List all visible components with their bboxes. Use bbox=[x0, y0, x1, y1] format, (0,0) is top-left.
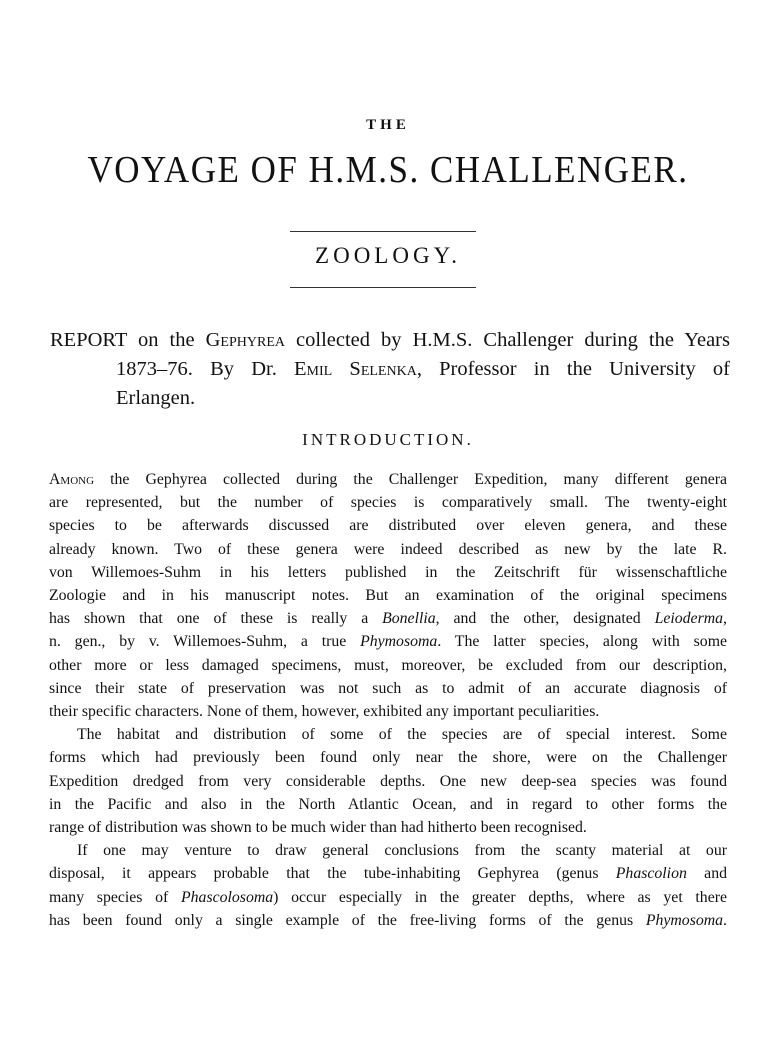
body-text: the Gephyrea collected during the Challenger Expedition, many different genera bbox=[94, 471, 727, 488]
report-text: , Professor in the University of bbox=[416, 358, 730, 380]
body-text: has been found only a single example of the free-living forms of the genus bbox=[49, 911, 646, 929]
genus-name: Phascolosoma bbox=[181, 888, 274, 906]
genus-name: Phymosoma bbox=[360, 633, 438, 651]
opening-word: Among bbox=[49, 471, 95, 488]
body-line bbox=[49, 909, 727, 932]
body-line: von Willemoes-Suhm in his letters published in the Zeitschrift für wissenschaftliche bbox=[49, 563, 727, 581]
body-text: ) occur especially in the greater depths, where as yet there bbox=[273, 888, 727, 906]
introduction-body bbox=[49, 468, 727, 932]
report-group-name: Gephyrea bbox=[205, 329, 285, 351]
body-line: Expedition dredged from very considerable depths. One new deep-sea species was found bbox=[49, 772, 727, 790]
genus-name: Bonellia bbox=[382, 610, 436, 628]
body-line: forms which had previously been found only near the shore, were on the Challenger bbox=[49, 749, 727, 767]
body-line bbox=[49, 886, 727, 909]
title-article: THE bbox=[366, 117, 410, 133]
body-line: If one may venture to draw general conclusions from the scanty material at our bbox=[77, 842, 727, 860]
body-text: n. gen., by v. Willemoes-Suhm, a true bbox=[49, 633, 361, 651]
body-text: many species of bbox=[49, 888, 181, 906]
page-title: VOYAGE OF H.M.S. CHALLENGER. bbox=[87, 148, 689, 191]
report-text: collected by H.M.S. Challenger during the Years bbox=[285, 329, 730, 351]
body-text: and bbox=[686, 865, 727, 883]
body-line: in the Pacific and also in the North Atlantic Ocean, and in regard to other forms the bbox=[49, 795, 727, 813]
body-line bbox=[49, 862, 727, 885]
body-text: has shown that one of these is really a bbox=[49, 610, 383, 628]
report-text: 1873–76. By Dr. bbox=[116, 358, 295, 380]
body-text: disposal, it appears probable that the tube-inhabiting Gephyrea (genus bbox=[49, 865, 616, 883]
body-line: species to be afterwards discussed are distributed over eleven genera, and these bbox=[49, 517, 727, 535]
body-line: other more or less damaged specimens, must, moreover, be excluded from our description, bbox=[49, 656, 727, 674]
body-text: . The latter species, along with some bbox=[437, 633, 727, 651]
body-line bbox=[49, 630, 727, 653]
introduction-heading: INTRODUCTION. bbox=[302, 430, 474, 449]
body-text: , bbox=[723, 610, 727, 628]
genus-name: Leioderma bbox=[654, 610, 724, 628]
report-line-2 bbox=[50, 355, 730, 384]
report-title-block bbox=[50, 326, 730, 413]
section-heading: ZOOLOGY. bbox=[315, 243, 461, 268]
body-line bbox=[49, 468, 727, 491]
body-line: already known. Two of these genera were indeed described as new by the late R. bbox=[49, 540, 727, 558]
top-rule-divider bbox=[290, 231, 476, 232]
genus-name: Phymosoma bbox=[645, 911, 724, 929]
report-line-3: Erlangen. bbox=[116, 387, 196, 409]
body-line bbox=[49, 607, 727, 630]
body-line: are represented, but the number of species is comparatively small. The twenty-eight bbox=[49, 494, 727, 512]
body-line: their specific characters. None of them, however, exhibited any important peculiarities. bbox=[49, 703, 600, 721]
report-text: REPORT on the bbox=[50, 329, 206, 351]
body-text: , and the other, designated bbox=[435, 610, 655, 628]
report-author-name: Emil Selenka bbox=[294, 358, 417, 380]
body-line: Zoologie and in his manuscript notes. But an examination of the original specimens bbox=[49, 587, 727, 605]
body-line: range of distribution was shown to be much wider than had hitherto been recognised. bbox=[49, 819, 587, 837]
body-line: The habitat and distribution of some of the species are of special interest. Some bbox=[77, 726, 727, 744]
body-text: . bbox=[723, 911, 727, 929]
genus-name: Phascolion bbox=[615, 865, 687, 883]
bottom-rule-divider bbox=[290, 287, 476, 288]
body-line: since their state of preservation was not such as to admit of an accurate diagnosis of bbox=[49, 679, 727, 697]
report-line-1 bbox=[50, 326, 730, 355]
